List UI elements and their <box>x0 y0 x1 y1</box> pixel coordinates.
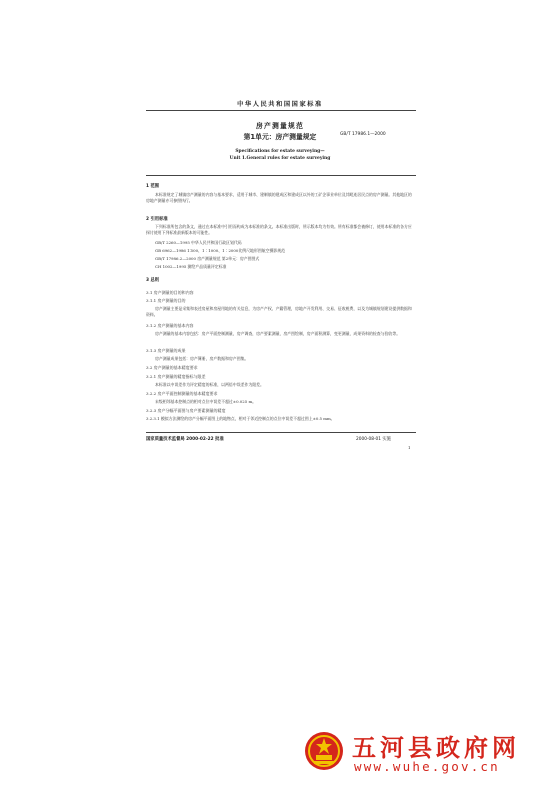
clause-heading: 3.1.3 房产测量的成果 <box>146 348 186 353</box>
standard-number: GB/T 17986.1—2000 <box>340 132 386 137</box>
reference-item: GB/T 17986.2—2000 房产测量规范 第2单元：房产图图式 <box>155 256 260 261</box>
section-3-heading: 3 总则 <box>146 278 160 283</box>
clause-paragraph: 末级相邻基本控制点的相对点位中误差不超过±0.025 m。 <box>155 399 257 404</box>
section-1-paragraph: 本标准规定了城镇房产测量的内容与基本要求，适用于城市、建制镇的建成区和建成区以外的工矿企事业单位及其毗连居民点的房产测量。其他地区的房地产测量亦可参照执行。 <box>146 192 412 203</box>
header-rule <box>146 110 416 111</box>
clause-paragraph: 房产测量成果包括：房产簿册，房产数据和房产图集。 <box>155 356 249 361</box>
clause-paragraph: 房产测量主要是采集和表述房屋和房屋用地的有关信息，为房产产权、产籍管理，房地产开发利用、交易、征收税费，以及为城镇规划建设提供数据和资料。 <box>146 306 412 317</box>
watermark-url: www.wuhe.gov.cn <box>354 759 500 774</box>
watermark-site-name: 五河县政府网 <box>352 734 520 762</box>
national-standard-heading: 中华人民共和国国家标准 <box>237 101 323 108</box>
section-2-paragraph: 下列标准所包含的条文，通过在本标准中引用而构成为本标准的条文。本标准出版时，所示版本均为有效。所有标准都会被修订，使用本标准的各方应探讨使用下列标准最新版本的可能性。 <box>146 224 412 235</box>
clause-paragraph: 本标准以中误差作为评定精度的标准，以两倍中误差作为限差。 <box>155 382 264 387</box>
clause-heading: 3.2.2 房产平面控制测量的基本精度要求 <box>146 391 218 396</box>
reference-item: GB/T 2260—1995 中华人民共和国行政区划代码 <box>155 240 242 245</box>
document-title: 房产测量规范 <box>256 122 304 130</box>
clause-paragraph: 3.2.3.1 模拟方法测绘的房产分幅平面图上的地物点，相对于邻近控制点的点位中误差不超过图上±0.5 mm。 <box>146 416 335 421</box>
national-emblem-icon <box>303 730 345 772</box>
english-title-line1: Specifications for estate surveying— <box>235 149 325 154</box>
reference-item: GB 6962—1986 1∶500、1∶1000、1∶2000比例尺地形图航空摄影规范 <box>155 248 286 253</box>
reference-item: CH 1002—1995 测绘产品质量评定标准 <box>155 264 227 269</box>
clause-heading: 3.1.2 房产测量的基本内容 <box>146 323 194 328</box>
section-1-heading: 1 范围 <box>146 184 160 189</box>
clause-paragraph: 房产测量的基本内容包括：房产平面控制测量，房产调查，房产要素测量，房产图绘制，房产面积测算，变更测量，成果资料的检查与验收等。 <box>155 331 401 336</box>
section-2-heading: 2 引用标准 <box>146 217 168 222</box>
page-number: 1 <box>408 445 411 450</box>
document-subtitle: 第1单元：房产测量规定 <box>243 133 317 141</box>
implementation-date: 2000-08-01 实施 <box>356 437 391 442</box>
clause-heading: 3.2.3 房产分幅平面图与房产要素测量的精度 <box>146 408 226 413</box>
clause-heading: 3.2.1 房产测量的精度指标与限差 <box>146 374 206 379</box>
clause-heading: 3.2 房产测量的基本精度要求 <box>146 365 198 370</box>
footer-rule <box>146 432 416 433</box>
clause-heading: 3.1.1 房产测量的目的 <box>146 298 186 303</box>
clause-heading: 3.1 房产测量的目的和内容 <box>146 290 194 295</box>
site-watermark <box>300 728 550 778</box>
title-rule <box>146 175 416 176</box>
approval-date: 国家质量技术监督局 2000-02-22 批准 <box>146 437 224 442</box>
english-title-line2: Unit 1.General rules for estate surveying <box>229 156 331 161</box>
